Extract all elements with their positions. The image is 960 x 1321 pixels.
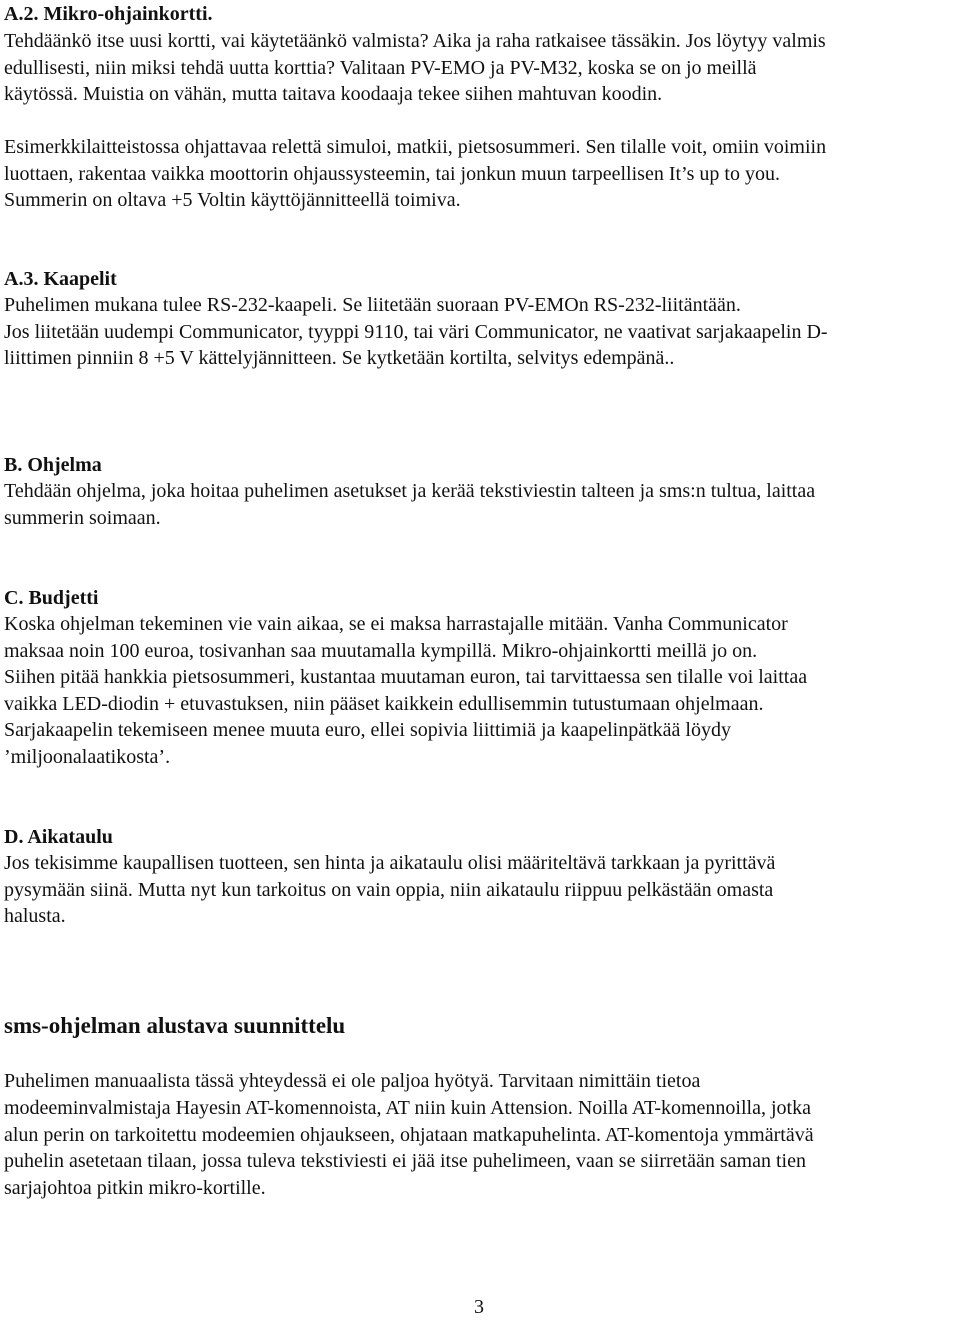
sms-line-4: puhelin asetetaan tilaan, jossa tuleva tekstiviesti ei jää itse puhelimeen, vaan se siirretään saman tien [4, 1150, 806, 1172]
a2-line-5: luottaen, rakentaa vaikka moottorin ohjaussysteemin, tai jonkun muun tarpeellisen It’s up to you. [4, 163, 780, 185]
c-line-5: Sarjakaapelin tekemiseen menee muuta euro, ellei sopivia liittimiä ja kaapelinpätkää löydy [4, 719, 731, 741]
sms-line-1: Puhelimen manuaalista tässä yhteydessä ei ole paljoa hyötyä. Tarvitaan nimittäin tietoa [4, 1070, 701, 1092]
d-line-3: halusta. [4, 905, 66, 927]
a2-line-4: Esimerkkilaitteistossa ohjattavaa relettä simuloi, matkii, pietsosummeri. Sen tilalle voit, omiin voimiin [4, 136, 827, 158]
heading-c: C. Budjetti [4, 587, 99, 609]
a2-line-3: käytössä. Muistia on vähän, mutta taitava koodaaja tekee siihen mahtuvan koodin. [4, 83, 663, 105]
a2-line-6: Summerin on oltava +5 Voltin käyttöjännitteellä toimiva. [4, 189, 461, 211]
heading-d: D. Aikataulu [4, 826, 113, 848]
sms-line-5: sarjajohtoa pitkin mikro-kortille. [4, 1177, 266, 1199]
heading-sms: sms-ohjelman alustava suunnittelu [4, 1013, 346, 1038]
b-line-2: summerin soimaan. [4, 507, 161, 529]
heading-a3: A.3. Kaapelit [4, 268, 117, 290]
a3-line-2: Jos liitetään uudempi Communicator, tyyppi 9110, tai väri Communicator, ne vaativat sarjakaapelin D- [4, 321, 828, 343]
heading-a2: A.2. Mikro-ohjainkortti. [4, 3, 213, 25]
c-line-1: Koska ohjelman tekeminen vie vain aikaa, se ei maksa harrastajalle mitään. Vanha Communicator [4, 613, 788, 635]
b-line-1: Tehdään ohjelma, joka hoitaa puhelimen asetukset ja kerää tekstiviestin talteen ja sms:n tultua, laittaa [4, 480, 816, 502]
sms-line-2: modeeminvalmistaja Hayesin AT-komennoista, AT niin kuin Attension. Noilla AT-komennoilla, jotka [4, 1097, 811, 1119]
heading-b: B. Ohjelma [4, 454, 102, 476]
a2-line-2: edullisesti, niin miksi tehdä uutta korttia? Valitaan PV-EMO ja PV-M32, koska se on jo meillä [4, 57, 757, 79]
d-line-1: Jos tekisimme kaupallisen tuotteen, sen hinta ja aikataulu olisi määriteltävä tarkkaan ja pyrittävä [4, 852, 776, 874]
sms-line-3: alun perin on tarkoitettu modeemien ohjaukseen, ohjataan matkapuhelinta. AT-komentoja ymmärtävä [4, 1124, 814, 1146]
c-line-3: Siihen pitää hankkia pietsosummeri, kustantaa muutaman euron, tai tarvittaessa sen tilalle voi laittaa [4, 666, 808, 688]
a3-line-3: liittimen pinniin 8 +5 V kättelyjännitteen. Se kytketään kortilta, selvitys edempänä.. [4, 347, 675, 369]
c-line-6: ’miljoonalaatikosta’. [4, 746, 171, 768]
c-line-2: maksaa noin 100 euroa, tosivanhan saa muutamalla kympillä. Mikro-ohjainkortti meillä jo on. [4, 640, 758, 662]
a3-line-1: Puhelimen mukana tulee RS-232-kaapeli. Se liitetään suoraan PV-EMOn RS-232-liitäntään. [4, 294, 741, 316]
page-number: 3 [474, 1296, 484, 1318]
d-line-2: pysymään siinä. Mutta nyt kun tarkoitus on vain oppia, niin aikataulu riippuu pelkästään omasta [4, 879, 774, 901]
c-line-4: vaikka LED-diodin + etuvastuksen, niin pääset kaikkein edullisemmin tutustumaan ohjelmaan. [4, 693, 764, 715]
a2-line-1: Tehdäänkö itse uusi kortti, vai käytetäänkö valmista? Aika ja raha ratkaisee tässäkin. Jos löytyy valmis [4, 30, 826, 52]
